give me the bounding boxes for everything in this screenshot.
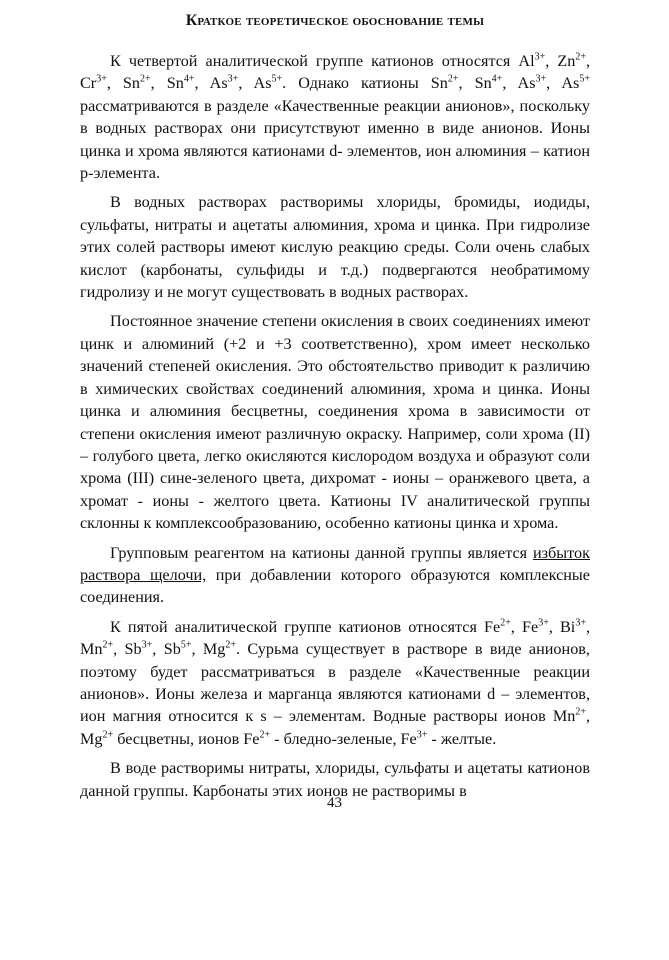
charge-superscript: 3+ — [96, 74, 107, 86]
text-run: , As — [238, 74, 272, 93]
text-run: , Sb — [152, 640, 181, 659]
text-run: рассматриваются в разделе «Качественные реакции анионов», поскольку в водных растворах они присутствуют именно в виде анионов. Ионы цинка и хрома являются катионами d- элементов, ион алюминия – катион p-элемента. — [80, 96, 590, 183]
text-run: , Sb — [113, 640, 142, 659]
text-run: , Sn — [458, 74, 492, 93]
paragraph — [80, 50, 590, 184]
charge-superscript: 2+ — [225, 639, 236, 651]
charge-superscript: 5+ — [579, 74, 590, 86]
charge-superscript: 3+ — [535, 74, 547, 86]
text-run: , As — [194, 74, 228, 93]
text-run: , Sn — [106, 74, 141, 93]
charge-superscript: 2+ — [575, 51, 586, 63]
charge-superscript: 4+ — [183, 74, 195, 86]
charge-superscript: 2+ — [575, 706, 586, 718]
charge-superscript: 2+ — [447, 74, 459, 86]
charge-superscript: 3+ — [534, 51, 546, 63]
text-run: , Bi — [548, 617, 576, 636]
charge-superscript: 2+ — [259, 729, 271, 741]
charge-superscript: 3+ — [416, 729, 428, 741]
text-run: , Fe — [510, 617, 539, 636]
text-run: , As — [546, 74, 580, 93]
text-run: Постоянное значение степени окисления в своих соединениях имеют цинк и алюминий (+2 и +3 соответственно), хром имеет несколько значений степеней окисления. Это обстоятельство приводит к различию в химических свойствах соединений алюминия, хрома и цинка. Ионы цинка и алюминия бесцветны, соединения хрома в зависимости от степени окисления имеют различную окраску. Например, соли хрома (II) – голубого цвета, легко окисляются кислородом воздуха и образуют соли хрома (III) сине-зеленого цвета, дихромат - ионы – оранжевого цвета, а хромат - ионы - желтого цвета. Катионы IV аналитической группы склонны к комплексообразованию, особенно катионы цинка и хрома. — [80, 312, 590, 533]
text-run: В воде растворимы нитраты, хлориды, сульфаты и ацетаты катионов данной группы. Карбонаты этих ионов не растворимы в — [80, 759, 590, 800]
text-run: , Mg — [80, 707, 590, 748]
text-run: , As — [502, 74, 536, 93]
text-run: , Sn — [150, 74, 184, 93]
text-run: , Cr — [80, 52, 591, 93]
charge-superscript: 3+ — [538, 617, 549, 629]
charge-superscript: 3+ — [141, 639, 153, 651]
charge-superscript: 2+ — [102, 639, 114, 651]
text-body — [80, 50, 590, 802]
text-run: , Mn — [80, 617, 590, 659]
charge-superscript: 2+ — [500, 617, 511, 629]
charge-superscript: 5+ — [271, 74, 283, 86]
charge-superscript: 2+ — [102, 729, 114, 741]
text-run: В водных растворах растворимы хлориды, бромиды, иодиды, сульфаты, нитраты и ацетаты алюминия, хрома и цинка. При гидролизе этих солей растворы имеют кислую реакцию среды. Соли очень слабых кислот (карбонаты, сульфиды и т.д.) подвергаются необратимому гидролизу и не могут существовать в водных растворах. — [80, 193, 590, 302]
text-run: К пятой аналитической группе катионов относятся Fe — [110, 617, 501, 636]
charge-superscript: 3+ — [227, 74, 239, 86]
text-run: при добавлении которого образуются комплексные соединения. — [80, 565, 590, 607]
underlined-phrase: избыток раствора щелочи, — [80, 543, 590, 584]
text-run: . Однако катионы Sn — [282, 74, 448, 93]
text-run: , Zn — [545, 52, 576, 70]
text-run: . Сурьма существует в растворе в виде анионов, поэтому будет рассматриваться в разделе «Качественные реакции анионов». Ионы железа и марганца являются катионами d – элементов, ион магния относится к s – элементам. Водные растворы ионов Mn — [80, 640, 590, 726]
paragraph — [80, 310, 590, 534]
paragraph — [80, 616, 590, 750]
text-run: - желтые. — [427, 729, 497, 748]
page-body — [80, 12, 590, 809]
paragraph — [80, 191, 590, 303]
charge-superscript: 4+ — [491, 74, 503, 86]
text-run: Групповым реагентом на катионы данной группы является — [110, 543, 533, 562]
charge-superscript: 2+ — [140, 74, 151, 86]
page-title: Краткое теоретическое обоснование темы — [185, 12, 485, 29]
charge-superscript: 3+ — [575, 617, 586, 629]
text-run: К четвертой аналитической группе катионов относятся Al — [110, 52, 535, 70]
text-run: бесцветны, ионов Fe — [113, 729, 260, 748]
paragraph — [80, 542, 590, 609]
text-run: - бледно-зеленые, Fe — [270, 729, 417, 748]
page-number: 43 — [327, 795, 342, 811]
charge-superscript: 5+ — [180, 639, 192, 651]
text-run: , Mg — [191, 640, 226, 659]
